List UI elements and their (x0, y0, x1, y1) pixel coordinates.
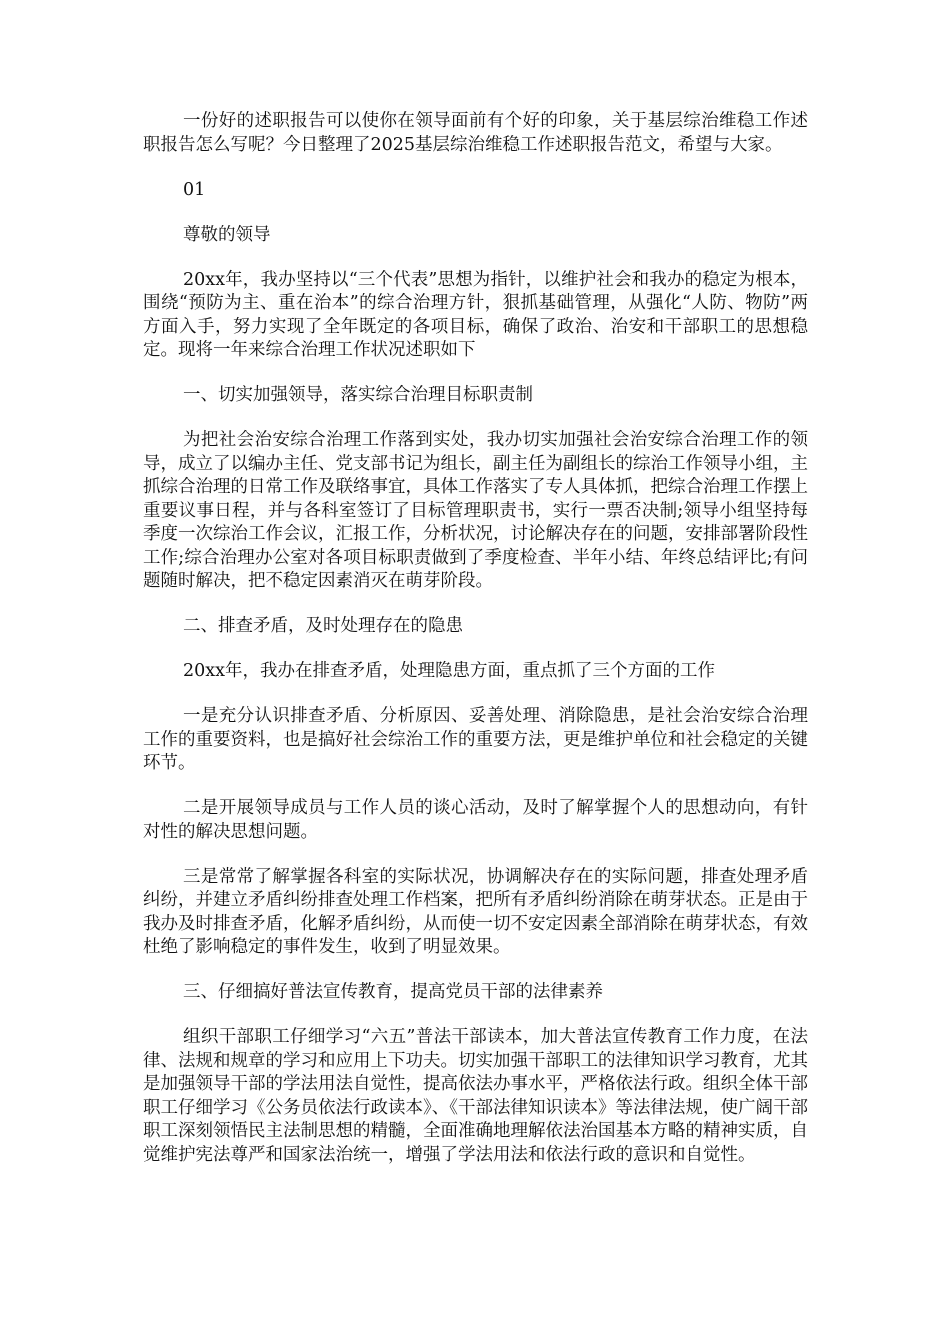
section-heading: 三、仔细搞好普法宣传教育，提高党员干部的法律素养 (183, 982, 603, 1002)
document-body (143, 110, 808, 1189)
section-heading: 二、排查矛盾，及时处理存在的隐患 (183, 616, 463, 636)
intro-paragraph: 一份好的述职报告可以使你在领导面前有个好的印象，关于基层综治维稳工作述职报告怎么写呢？今日整理了2025基层综治维稳工作述职报告范文，希望与大家。 (143, 111, 808, 155)
body-paragraph: 20xx年，我办坚持以“三个代表”思想为指针，以维护社会和我办的稳定为根本，围绕“预防为主、重在治本”的综合治理方针，狠抓基础管理，从强化“人防、物防”两方面入手，努力实现了全年既定的各项目标，确保了政治、治安和干部职工的思想稳定。现将一年来综合治理工作状况述职如下 (143, 269, 808, 360)
section-heading: 一、切实加强领导，落实综合治理目标职责制 (183, 385, 533, 405)
body-paragraph: 20xx年，我办在排查矛盾，处理隐患方面，重点抓了三个方面的工作 (183, 661, 716, 681)
salutation: 尊敬的领导 (183, 224, 271, 245)
section-number: 01 (183, 179, 206, 200)
body-paragraph: 一是充分认识排查矛盾、分析原因、妥善处理、消除隐患，是社会治安综合治理工作的重要资料，也是搞好社会综治工作的重要方法，更是维护单位和社会稳定的关键环节。 (143, 706, 808, 773)
body-paragraph: 组织干部职工仔细学习“六五”普法干部读本，加大普法宣传教育工作力度，在法律、法规和规章的学习和应用上下功夫。切实加强干部职工的法律知识学习教育，尤其是加强领导干部的学法用法自觉性，提高依法办事水平，严格依法行政。组织全体干部职工仔细学习《公务员依法行政读本》、《干部法律知识读本》等法律法规，使广阔干部职工深刻领悟民主法制思想的精髓，全面准确地理解依法治国基本方略的精神实质，自觉维护宪法尊严和国家法治统一，增强了学法用法和依法行政的意识和自觉性。 (143, 1027, 808, 1165)
body-paragraph: 为把社会治安综合治理工作落到实处，我办切实加强社会治安综合治理工作的领导，成立了以编办主任、党支部书记为组长，副主任为副组长的综治工作领导小组，主抓综合治理的日常工作及联络事宜，具体工作落实了专人具体抓，把综合治理工作摆上重要议事日程，并与各科室签订了目标管理职责书，实行一票否决制;领导小组坚持每季度一次综治工作会议，汇报工作，分析状况，讨论解决存在的问题，安排部署阶段性工作;综合治理办公室对各项目标职责做到了季度检查、半年小结、年终总结评比;有问题随时解决，把不稳定因素消灭在萌芽阶段。 (143, 430, 808, 591)
body-paragraph: 二是开展领导成员与工作人员的谈心活动，及时了解掌握个人的思想动向，有针对性的解决思想问题。 (143, 798, 808, 842)
body-paragraph: 三是常常了解掌握各科室的实际状况，协调解决存在的实际问题，排查处理矛盾纠纷，并建立矛盾纠纷排查处理工作档案，把所有矛盾纠纷消除在萌芽状态。正是由于我办及时排查矛盾，化解矛盾纠纷，从而使一切不安定因素全部消除在萌芽状态，有效杜绝了影响稳定的事件发生，收到了明显效果。 (143, 866, 808, 957)
